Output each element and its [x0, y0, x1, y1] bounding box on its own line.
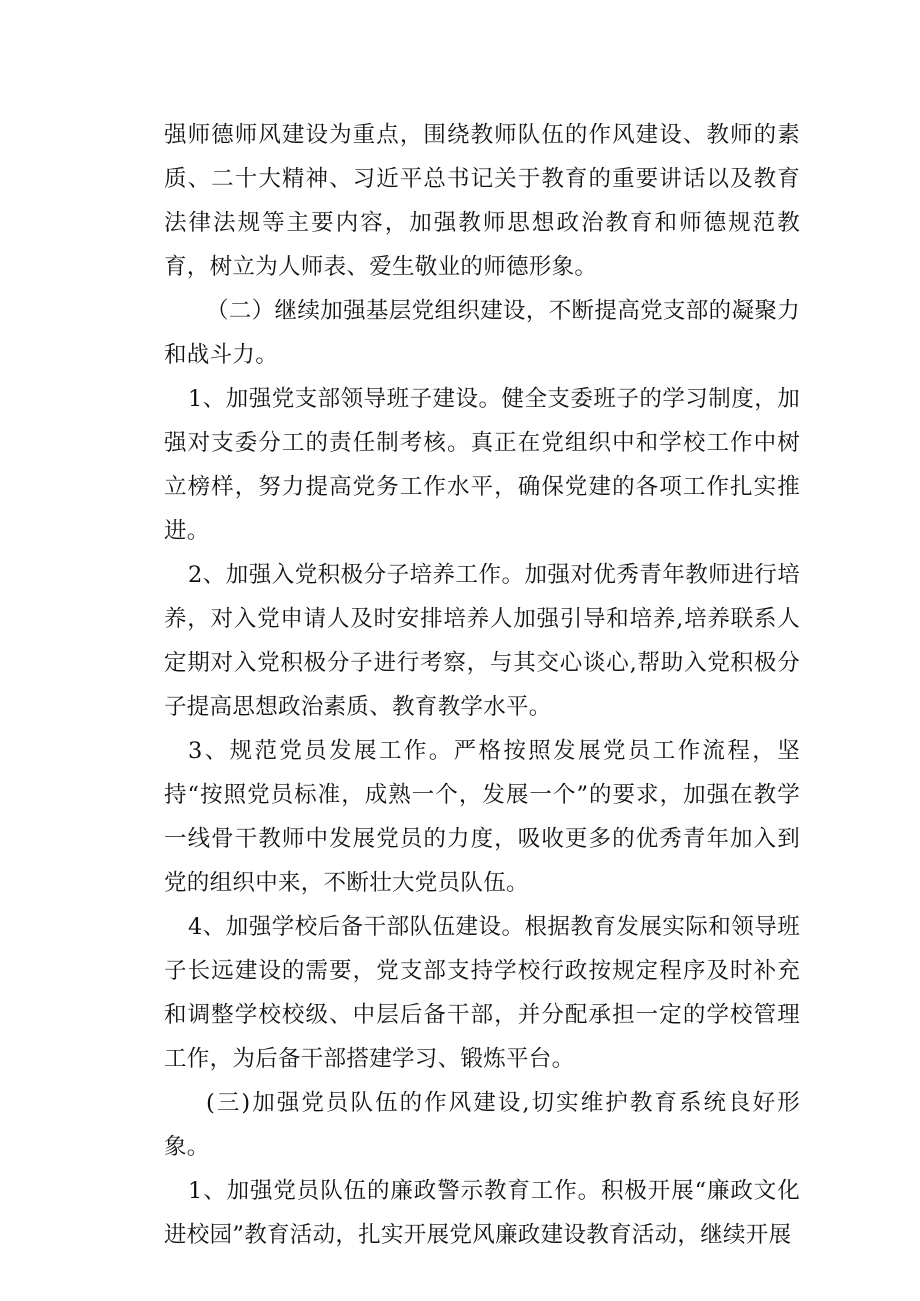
paragraph-teacher-ethics: 强师德师风建设为重点，围绕教师队伍的作风建设、教师的素质、二十大精神、习近平总书记关于教育的重要讲话以及教育法律法规等主要内容，加强教师思想政治教育和师德规范教育，树立为人师表、爱生敬业的师德形象。 — [164, 122, 800, 280]
paragraph-item-3: 3、规范党员发展工作。严格按照发展党员工作流程，坚持“按照党员标准，成熟一个，发展一个”的要求，加强在教学一线骨干教师中发展党员的力度，吸收更多的优秀青年加入到党的组织中来，不断壮大党员队伍。 — [164, 738, 800, 896]
paragraph-item-1: 1、加强党支部领导班子建设。健全支委班子的学习制度，加强对支委分工的责任制考核。真正在党组织中和学校工作中树立榜样，努力提高党务工作水平，确保党建的各项工作扎实推进。 — [164, 386, 800, 544]
section-heading-2: （二）继续加强基层党组织建设，不断提高党支部的凝聚力和战斗力。 — [164, 298, 800, 368]
paragraph-item-2: 2、加强入党积极分子培养工作。加强对优秀青年教师进行培养，对入党申请人及时安排培养人加强引导和培养,培养联系人定期对入党积极分子进行考察，与其交心谈心,帮助入党积极分子提高思想政治素质、教育教学水平。 — [164, 562, 800, 720]
section-heading-3: (三)加强党员队伍的作风建设,切实维护教育系统良好形象。 — [164, 1090, 800, 1160]
paragraph-item-3-1: 1、加强党员队伍的廉政警示教育工作。积极开展“廉政文化进校园”教育活动，扎实开展党风廉政建设教育活动，继续开展 — [164, 1178, 800, 1248]
paragraph-item-4: 4、加强学校后备干部队伍建设。根据教育发展实际和领导班子长远建设的需要，党支部支持学校行政按规定程序及时补充和调整学校校级、中层后备干部，并分配承担一定的学校管理工作，为后备干部搭建学习、锻炼平台。 — [164, 914, 800, 1072]
